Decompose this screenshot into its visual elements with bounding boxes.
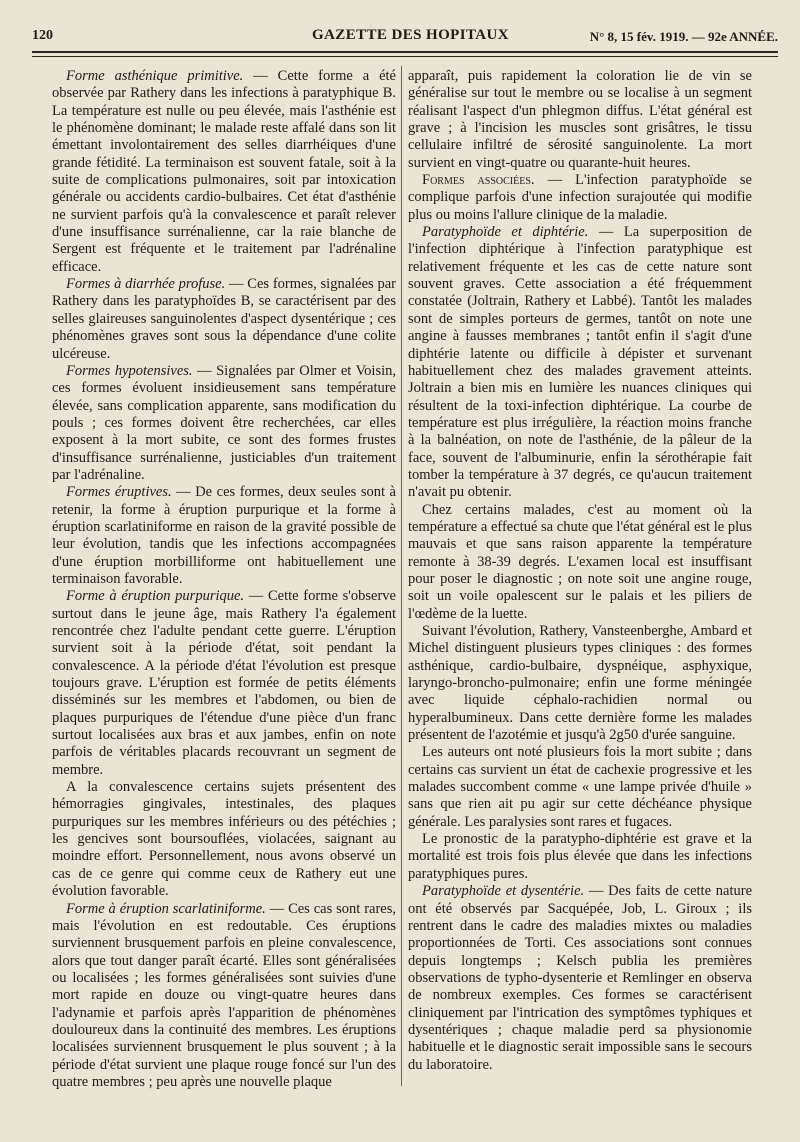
- left-column: [52, 68, 396, 1091]
- issue-info: N° 8, 15 fév. 1919. — 92e ANNÉE.: [589, 29, 778, 44]
- paragraph: [52, 68, 396, 276]
- page-header: [32, 24, 778, 50]
- paragraph-lead: Paratyphoïde et dysentérie.: [422, 883, 585, 900]
- paragraph-lead: Forme à éruption purpurique.: [66, 588, 245, 605]
- paragraph-lead: Formes hypotensives.: [66, 362, 193, 379]
- paragraph-text: Suivant l'évolution, Rathery, Vansteenberghe, Ambard et Michel distinguent plusieurs types cliniques : des formes asthénique, cardio-bulbaire, dyspnéique, asphyxique, laryngo-broncho-pulmonaire; enfin une forme méningée avec liquide céphalo-rachidien normal ou hyperalbumineux. Dans cette dernière forme les malades présentent de l'azotémie et jusqu'à 2g50 d'urée sanguine.: [408, 623, 752, 744]
- paragraph: [52, 779, 396, 900]
- paragraph-text: Chez certains malades, c'est au moment où la température a effectué sa chute que l'état général est le plus mauvais et que sans raison apparente la température remonte à 38-39 degrés. L'examen local est insuffisant pour poser le diagnostic ; on note soit une angine rouge, soit un voile opalescent sur le palais et les piliers de l'œdème de la luette.: [408, 501, 752, 622]
- paragraph: [408, 623, 752, 744]
- journal-title: GAZETTE DES HOPITAUX: [312, 27, 509, 43]
- paragraph: [408, 224, 752, 502]
- paragraph-text: Le pronostic de la paratypho-diphtérie est grave et la mortalité est trois fois plus élevée que dans les infections paratyphiques pures.: [408, 831, 752, 882]
- paragraph-text: — Ces cas sont rares, mais l'évolution en est redoutable. Ces éruptions surviennent brusquement parfois en pleine convalescence, alors que tout danger paraît écarté. Elles sont généralisées ou localisées ; les formes généralisées sont suivies d'une mort rapide en douze ou vingt-quatre heures dans l'adynamie et parfois après l'apparition de phénomènes douloureux dans la continuité des membres. Les éruptions localisées surviennent brusquement le plus souvent ; à la période d'état survient une plaque rouge foncé sur l'un des quatre membres ; peu après une nouvelle plaque: [52, 900, 396, 1090]
- right-column: [408, 68, 752, 1074]
- paragraph: [408, 744, 752, 831]
- paragraph: [408, 831, 752, 883]
- paragraph-text: — La superposition de l'infection diphtérique à l'infection paratyphique est relativement fréquente et les cas de cette nature sont souvent graves. Cette association a été fréquemment constatée (Joltrain, Rathery et Labbé). Tantôt les malades sont de simples porteurs de germes, tantôt on note une angine à fausses membranes ; tantôt enfin il s'agit d'une diphtérie latente ou difficile à dépister et survenant habituellement chez des malades gravement atteints. Joltrain a bien mis en lumière les nuances cliniques qui résultent de la toxi-infection diphtérique. La courbe de température est plus irrégulière, la réaction moins franche à la balnéation, on note de l'asthénie, de la pâleur de la face, souvent de l'albuminurie, enfin la sérothérapie fait tomber la température à 37 degrés, ce qu'aucun traitement n'avait pu obtenir.: [408, 224, 752, 501]
- paragraph-text: — Des faits de cette nature ont été observés par Sacquépée, Job, L. Giroux ; ils rentrent dans le cadre des maladies mixtes ou maladies proportionnées de Torti. Ces associations sont connues depuis longtemps ; Kelsch publia les premières observations de typho-dysenterie et Remlinger en observa de nombreux exemples. Ces formes se caractérisent cliniquement par l'intrication des symptômes typhiques et dysentériques ; chaque maladie perd sa physionomie habituelle et le diagnostic serait impossible sans le secours du laboratoire.: [408, 883, 753, 1073]
- paragraph-lead: Forme asthénique primitive.: [66, 68, 244, 84]
- paragraph-text: Les auteurs ont noté plusieurs fois la mort subite ; dans certains cas survient un état de cachexie progressive et les malades succombent comme « une lampe privée d'huile » sans que rien ait pu agir sur cette déchéance physique générale. Les paralysies sont rares et fugaces.: [408, 744, 752, 830]
- paragraph-text: — Ces formes, signalées par Rathery dans les paratyphoïdes B, se caractérisent par des selles glaireuses sanguinolentes d'aspect dysentérique ; ces phénomènes graves sont sous la dépendance d'une colite ulcéreuse.: [52, 276, 396, 362]
- paragraph-text: — Cette forme a été observée par Rathery dans les infections à paratyphique B. La température est nulle ou peu élevée, mais l'asthénie est le phénomène dominant; le malade reste affalé dans son lit émettant involontairement des selles diarrhéiques d'une grande fétidité. La terminaison est souvent fatale, soit à la suite de complications pulmonaires, soit par intoxication générale ou accidents cardio-bulbaires. Cet état d'asthénie ne survient parfois qu'à la convalescence et paraît relever d'une insuffisance surrénalienne, car la raie blanche de Sergent est fréquente et le traitement par l'adrénaline efficace.: [52, 68, 396, 275]
- header-rule-thick: [32, 51, 778, 53]
- paragraph-lead: Forme à éruption scarlatiniforme.: [66, 900, 266, 917]
- page-number: 120: [32, 28, 53, 43]
- paragraph-text: apparaît, puis rapidement la coloration lie de vin se généralise sur tout le membre ou se localise à un segment réalisant l'aspect d'un phlegmon diffus. L'état général est grave ; à l'incision les muscles sont grisâtres, le tissu cellulaire infiltré de sérosité sanguinolente. La mort survient en vingt-quatre ou quarante-huit heures.: [408, 68, 752, 171]
- paragraph-lead: Paratyphoïde et diphtérie.: [422, 224, 589, 241]
- paragraph-lead: Formes associées.: [422, 172, 535, 189]
- paragraph-lead: Formes éruptives.: [66, 484, 172, 501]
- paragraph: [408, 68, 752, 172]
- paragraph-text: — Cette forme s'observe surtout dans le jeune âge, mais Rathery l'a également rencontrée chez l'adulte pendant cette guerre. L'éruption survient soit à la période d'état, soit pendant la convalescence. A la période d'état l'évolution est presque toujours grave. L'éruption est formée de petits éléments disséminés sur les membres et l'abdomen, ou bien de plaques purpuriques de l'étendue d'une pièce d'un franc surtout localisées aux bras et aux jambes, enfin on note parfois de véritables placards recouvrant un segment de membre.: [52, 588, 396, 778]
- paragraph: [52, 588, 396, 779]
- paragraph: [408, 502, 752, 623]
- paragraph: [408, 172, 752, 224]
- paragraph: [52, 276, 396, 363]
- column-divider: [401, 66, 402, 1086]
- paragraph-text: — Signalées par Olmer et Voisin, ces formes évoluent insidieusement sans température élevée, sans complication apparente, sans modification du pouls ; ces formes doivent être recherchées, car elles exposent à la mort subite, ce sont des formes frustes d'insuffisance surrénalienne, justiciables d'un traitement par l'adrénaline.: [52, 362, 396, 483]
- paragraph: [52, 363, 396, 484]
- paragraph: [52, 901, 396, 1092]
- paragraph-text: A la convalescence certains sujets présentent des hémorragies gingivales, intestinales, des plaques purpuriques sur les membres inférieurs ou des pétéchies ; les gencives sont boursouflées, violacées, saignant au moindre effort. Personnellement, nous avons observé un cas de ce genre qui comme ceux de Rathery eut une évolution favorable.: [52, 779, 396, 900]
- paragraph: [408, 883, 752, 1074]
- paragraph-text: — De ces formes, deux seules sont à retenir, la forme à éruption purpurique et la forme à éruption scarlatiniforme en raison de la gravité possible de leur évolution, tandis que les infections accompagnées d'une éruption morbilliforme ont habituellement une terminaison favorable.: [52, 484, 396, 587]
- paragraph-text: — L'infection paratyphoïde se complique parfois d'une infection surajoutée qui modifie plus ou moins l'allure clinique de la maladie.: [408, 172, 752, 223]
- header-rule-thin: [32, 56, 778, 57]
- paragraph: [52, 484, 396, 588]
- paragraph-lead: Formes à diarrhée profuse.: [66, 276, 226, 293]
